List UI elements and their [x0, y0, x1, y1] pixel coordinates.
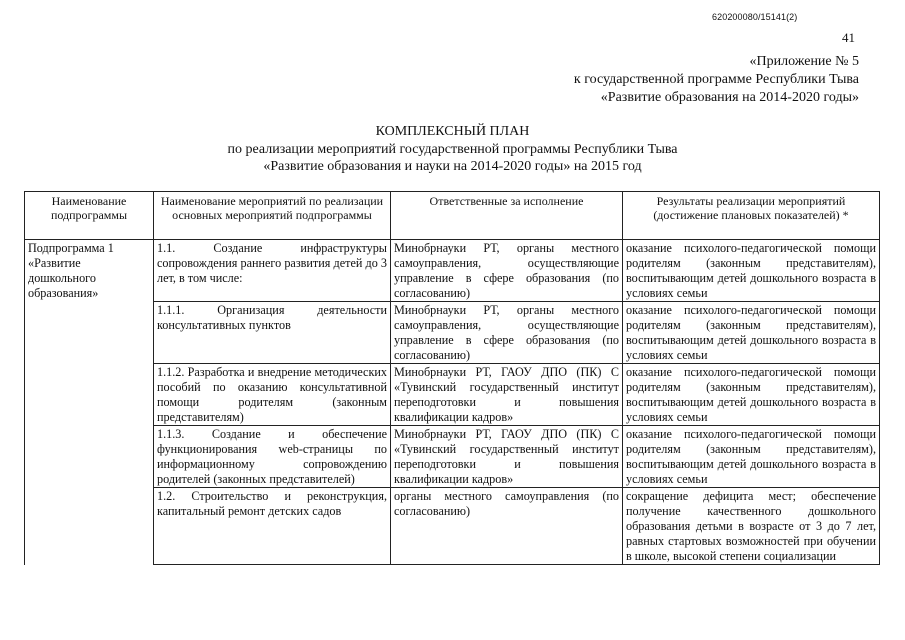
result-cell: оказание психолого-педагогической помощи родителям (законным представителям), воспитывающим детей дошкольного возраста в условиях семьи: [623, 426, 880, 488]
result-cell: оказание психолого-педагогической помощи родителям (законным представителям), воспитывающим детей дошкольного возраста в условиях семьи: [623, 240, 880, 302]
table-row: [25, 240, 880, 302]
document-title: КОМПЛЕКСНЫЙ ПЛАН: [375, 124, 530, 139]
measure-cell: 1.1.1. Организация деятельности консультативных пунктов: [154, 302, 391, 364]
header-measures: Наименование мероприятий по реализации основных мероприятий подпрограммы: [154, 192, 391, 240]
result-cell: оказание психолого-педагогической помощи родителям (законным представителям), воспитывающим детей дошкольного возраста в условиях семьи: [623, 364, 880, 426]
appendix-line-1: «Приложение № 5: [749, 54, 859, 69]
document-code: 620200080/15141(2): [712, 12, 798, 22]
measure-cell: 1.1. Создание инфраструктуры сопровождения раннего развития детей до 3 лет, в том числе:: [154, 240, 391, 302]
measure-cell: 1.2. Строительство и реконструкция, капитальный ремонт детских садов: [154, 488, 391, 565]
appendix-line-3: «Развитие образования на 2014-2020 годы»: [600, 90, 859, 105]
measure-cell: 1.1.3. Создание и обеспечение функционирования web-страницы по информационному сопровождению родителей (законных представителей): [154, 426, 391, 488]
responsible-cell: Минобрнауки РТ, ГАОУ ДПО (ПК) С «Тувинский государственный институт переподготовки и повышения квалификации кадров»: [391, 426, 623, 488]
header-responsible: Ответственные за исполнение: [391, 192, 623, 240]
page-number: 41: [842, 30, 855, 45]
responsible-cell: Минобрнауки РТ, ГАОУ ДПО (ПК) С «Тувинский государственный институт переподготовки и повышения квалификации кадров»: [391, 364, 623, 426]
result-cell: сокращение дефицита мест; обеспечение получение качественного дошкольного образования детьми в возрасте от 3 до 7 лет, равных стартовых возможностей при обучении в школе, высокой степени социализации: [623, 488, 880, 565]
responsible-cell: Минобрнауки РТ, органы местного самоуправления, осуществляющие управление в сфере образования (по согласованию): [391, 240, 623, 302]
document-subtitle-1: по реализации мероприятий государственной программы Республики Тыва: [227, 142, 678, 157]
plan-table: [24, 191, 880, 565]
appendix-line-2: к государственной программе Республики Тыва: [573, 72, 859, 87]
table-row: [25, 364, 880, 426]
table-row: [25, 426, 880, 488]
table-row: [25, 488, 880, 565]
measure-cell: 1.1.2. Разработка и внедрение методических пособий по оказанию консультативной помощи родителям (законным представителям): [154, 364, 391, 426]
document-subtitle-2: «Развитие образования и науки на 2014-2020 годы» на 2015 год: [263, 159, 642, 174]
table-row: [25, 302, 880, 364]
header-subprogram: Наименование подпрограммы: [25, 192, 154, 240]
result-cell: оказание психолого-педагогической помощи родителям (законным представителям), воспитывающим детей дошкольного возраста в условиях семьи: [623, 302, 880, 364]
responsible-cell: Минобрнауки РТ, органы местного самоуправления, осуществляющие управление в сфере образования (по согласованию): [391, 302, 623, 364]
subprogram-cell: Подпрограмма 1 «Развитие дошкольного образования»: [25, 240, 154, 565]
table-header-row: [25, 192, 880, 240]
responsible-cell: органы местного самоуправления (по согласованию): [391, 488, 623, 565]
header-results: Результаты реализации мероприятий (достижение плановых показателей) *: [623, 192, 880, 240]
